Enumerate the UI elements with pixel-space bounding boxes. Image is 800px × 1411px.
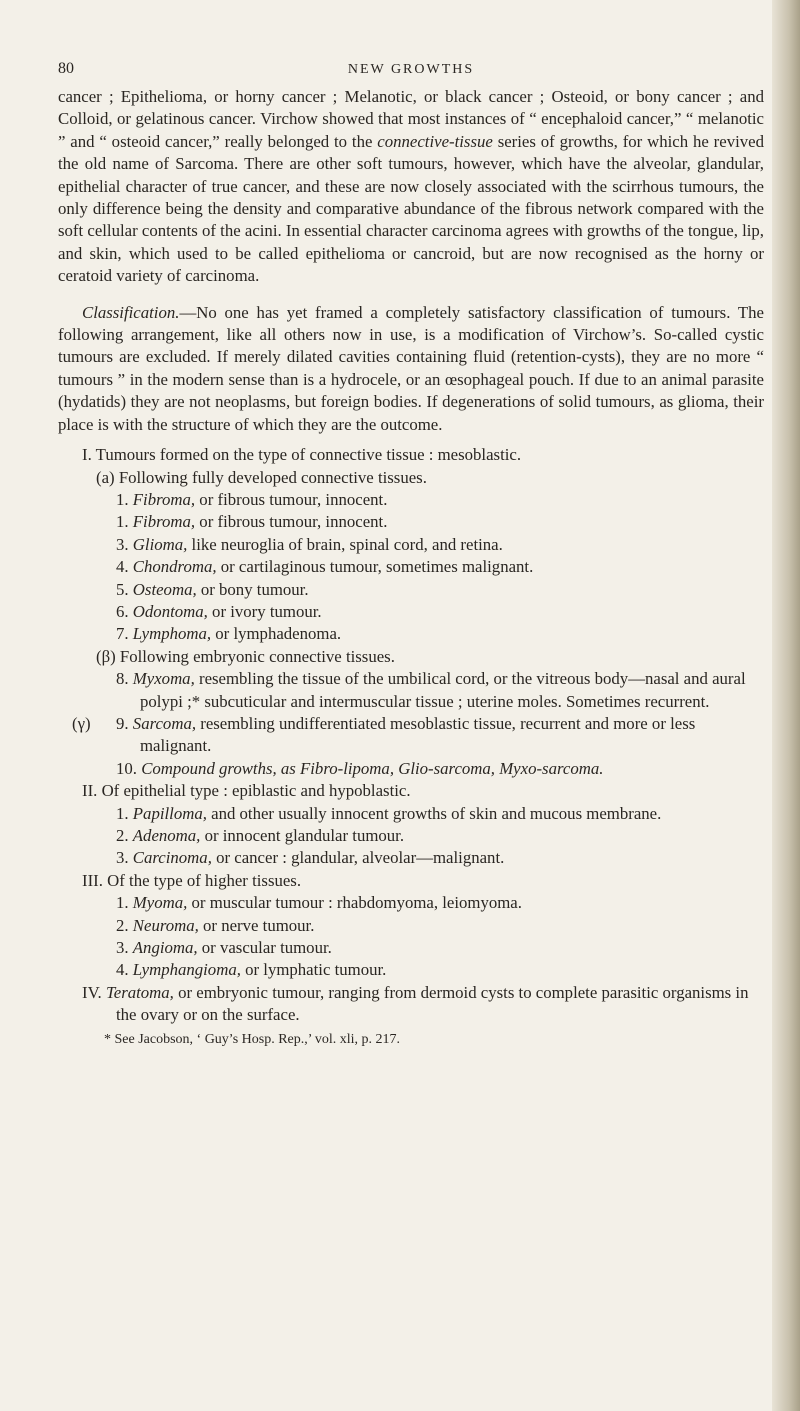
class-III-heading: III. Of the type of higher tissues. bbox=[82, 870, 302, 890]
list-item bbox=[58, 803, 764, 825]
subclass-b-heading: (β) Following embryonic connective tissues. bbox=[96, 646, 395, 666]
item-number: 3. bbox=[116, 938, 129, 958]
item-text: or fibrous tumour, innocent. bbox=[195, 512, 388, 532]
item-text: or muscular tumour : rhabdomyoma, leiomyoma. bbox=[187, 893, 522, 913]
item-number: 5. bbox=[116, 579, 129, 599]
page-header bbox=[58, 60, 764, 84]
item-name: Fibroma, bbox=[132, 512, 196, 532]
classification-heading: Classification. bbox=[82, 302, 180, 322]
paragraph-classification bbox=[58, 302, 764, 436]
page-edge-shadow bbox=[772, 0, 800, 1411]
item-number: IV. bbox=[82, 982, 102, 1002]
item-name: Adenoma, bbox=[132, 826, 201, 845]
paragraph-intro-text: cancer ; Epithelioma, or horny cancer ; Melanotic, or black cancer ; Osteoid, or bony cancer ; and Colloid, or gelatinous cancer. Virchow showed that most instances of “ encephaloid cancer,” “ melanotic ” and “ osteoid cancer,” really belonged to the bbox=[58, 87, 764, 151]
item-number: 4. bbox=[116, 960, 129, 980]
item-name: Myoma, bbox=[132, 893, 188, 913]
paragraph-intro bbox=[58, 86, 764, 288]
item-text: or lymphadenoma. bbox=[211, 624, 342, 644]
item-number: 8. bbox=[116, 669, 129, 689]
item-number: 1. bbox=[116, 803, 129, 823]
item-text: or cartilaginous tumour, sometimes malignant. bbox=[216, 557, 534, 577]
list-item bbox=[58, 959, 764, 981]
list-item-sarcoma: (γ) 9. Sarcoma, resembling undifferentiated mesoblastic tissue, recurrent and more or less malignant. bbox=[72, 713, 696, 756]
item-number: 3. bbox=[116, 848, 129, 868]
list-item-compound bbox=[58, 758, 764, 780]
item-number: 1. bbox=[116, 489, 129, 509]
item-name: Sarcoma, bbox=[132, 713, 197, 733]
item-text: or fibrous tumour, innocent. bbox=[195, 489, 388, 509]
page-number: 80 bbox=[58, 60, 74, 77]
item-name: Myxoma, bbox=[132, 669, 195, 689]
item-name: Neuroma, bbox=[132, 915, 199, 935]
classification-text: —No one has yet framed a completely satisfactory classification of tumours. The following arrangement, like all others now in use, is a modification of Virchow’s. So-called cystic tumours are excluded. If merely dilated cavities containing fluid (retention-cysts), they are no more “ tumours ” in the modern sense than is a hydrocele, or an œsophageal pouch. If due to an animal parasite (hydatids) they are not neoplasms, but foreign bodies. If degenerations of solid tumours, as glioma, their place is with the structure of which they are the outcome. bbox=[58, 302, 764, 434]
class-II-heading: II. Of epithelial type : epiblastic and hypoblastic. bbox=[82, 781, 411, 801]
item-text: or ivory tumour. bbox=[207, 601, 322, 621]
item-text: and other usually innocent growths of skin and mucous membrane. bbox=[206, 803, 662, 823]
item-text: or embryonic tumour, ranging from dermoid cysts to complete parasitic organisms in the ovary or on the surface. bbox=[116, 982, 749, 1025]
item-number: 2. bbox=[116, 826, 129, 845]
item-number: 7. bbox=[116, 624, 129, 644]
item-name: Carcinoma, bbox=[132, 848, 212, 868]
item-text: or innocent glandular tumour. bbox=[200, 826, 405, 845]
item-number: 4. bbox=[116, 557, 129, 577]
item-name: Glioma, bbox=[132, 534, 188, 554]
item-name: Lymphangioma, bbox=[132, 960, 241, 980]
paragraph-intro-rest: series of growths, for which he revived the old name of Sarcoma. There are other soft tumours, however, which have the alveolar, glandular, epithelial character of true cancer, and these are now closely associated with the scirrhous tumours, the only difference being the density and comparative abundance of the fibrous network compared with the soft cellular contents of the acini. In essential character carcinoma agrees with growths of the tongue, lip, and skin, which used to be called epithelioma or cancroid, but are now recognised as the horny or ceratoid variety of carcinoma. bbox=[58, 131, 764, 286]
item-number: 1. bbox=[116, 893, 129, 913]
item-text: resembling the tissue of the umbilical cord, or the vitreous body—nasal and aural polypi ;* subcuticular and intermuscular tissue ; uterine moles. Sometimes recurrent. bbox=[140, 669, 746, 711]
footnote: * See Jacobson, ‘ Guy’s Hosp. Rep.,’ vol. xli, p. 217. bbox=[104, 1031, 401, 1047]
item-text: or nerve tumour. bbox=[198, 915, 315, 935]
item-name: Teratoma, bbox=[105, 982, 174, 1002]
list-item bbox=[58, 579, 764, 601]
item-name: Fibroma, bbox=[132, 489, 196, 509]
item-number: 10. bbox=[116, 758, 137, 778]
item-number: 6. bbox=[116, 601, 129, 621]
item-name: Angioma, bbox=[132, 938, 198, 958]
item-text: Compound growths, as Fibro-lipoma, Glio-sarcoma, Myxo-sarcoma. bbox=[141, 758, 604, 778]
list-item bbox=[58, 534, 764, 556]
item-name: Odontoma, bbox=[132, 601, 208, 621]
emphasis-connective-tissue: connective-tissue bbox=[377, 131, 493, 151]
item-number: 1. bbox=[116, 512, 129, 532]
item-number: 9. bbox=[116, 713, 129, 733]
list-item bbox=[58, 601, 764, 623]
item-name: Papilloma, bbox=[132, 803, 207, 823]
list-item bbox=[58, 915, 764, 937]
running-title: NEW GROWTHS bbox=[347, 62, 475, 77]
list-item bbox=[58, 511, 764, 533]
list-item bbox=[58, 892, 764, 914]
page-text bbox=[58, 86, 764, 1051]
item-text: or vascular tumour. bbox=[197, 938, 332, 958]
item-name: Lymphoma, bbox=[132, 624, 212, 644]
list-item bbox=[58, 825, 764, 847]
item-name: Chondroma, bbox=[132, 557, 217, 577]
item-text: like neuroglia of brain, spinal cord, and retina. bbox=[187, 534, 503, 554]
item-name: Osteoma, bbox=[132, 579, 197, 599]
class-I-heading: I. Tumours formed on the type of connective tissue : mesoblastic. bbox=[82, 445, 522, 465]
item-text: or bony tumour. bbox=[196, 579, 309, 599]
item-number: 2. bbox=[116, 915, 129, 935]
list-item bbox=[58, 623, 764, 645]
item-text: or lymphatic tumour. bbox=[240, 960, 387, 980]
list-item bbox=[58, 937, 764, 959]
list-item bbox=[58, 847, 764, 869]
item-text: or cancer : glandular, alveolar—malignant. bbox=[211, 848, 505, 868]
item-number: 3. bbox=[116, 534, 129, 554]
subclass-a-heading: (a) Following fully developed connective tissues. bbox=[96, 467, 427, 487]
list-item-myxoma bbox=[58, 668, 764, 713]
tumour-classification-list bbox=[58, 444, 764, 1051]
item-text: resembling undifferentiated mesoblastic tissue, recurrent and more or less malignant. bbox=[140, 713, 696, 756]
list-item bbox=[58, 489, 764, 511]
class-IV-item bbox=[58, 982, 764, 1027]
list-item bbox=[58, 556, 764, 578]
